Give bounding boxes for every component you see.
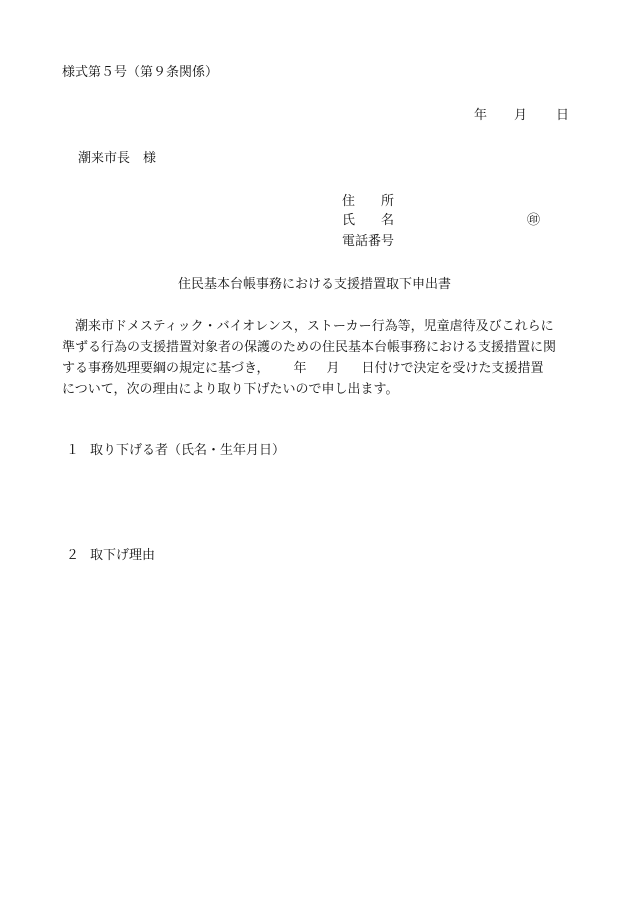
body-line-2: 準ずる行為の支援措置対象者の保護のための住民基本台帳事務における支援措置に関 [62,340,557,355]
addressee: 潮来市長 様 [78,151,157,166]
seal-icon: ㊞ [527,213,541,228]
date-year-label: 年 [474,108,488,123]
applicant-address-label [342,195,394,208]
section-withdrawer [66,444,285,457]
form-number: 様式第５号（第９条関係） [62,65,219,80]
section-reason [66,549,155,562]
section-number: ２ [66,548,80,563]
name-label-char-1: 氏 [342,213,356,228]
body-line-1: 潮来市ドメスティック・バイオレンス，ストーカー行為等，児童虐待及びこれらに [75,319,554,334]
body-line-3-end: 日付けで決定を受けた支援措置 [361,361,544,376]
date-day-label: 日 [556,108,570,123]
address-label-char-2: 所 [381,194,395,209]
body-line-3 [62,358,582,379]
body-line-3-month: 月 [326,361,340,376]
applicant-name-label [342,214,394,227]
section-number: １ [66,443,80,458]
address-label-char-1: 住 [342,194,356,209]
document-title: 住民基本台帳事務における支援措置取下申出書 [178,277,452,292]
section-label: 取り下げる者（氏名・生年月日） [90,443,286,458]
name-label-char-2: 名 [381,213,395,228]
section-label: 取下げ理由 [90,548,156,563]
body-line-3-start: する事務処理要綱の規定に基づき， [62,361,270,376]
body-line-4: について，次の理由により取り下げたいので申し出ます。 [62,382,399,397]
date-month-label: 月 [514,108,528,123]
body-paragraph [62,316,582,400]
applicant-phone-label: 電話番号 [342,234,395,249]
body-line-3-year: 年 [293,361,307,376]
